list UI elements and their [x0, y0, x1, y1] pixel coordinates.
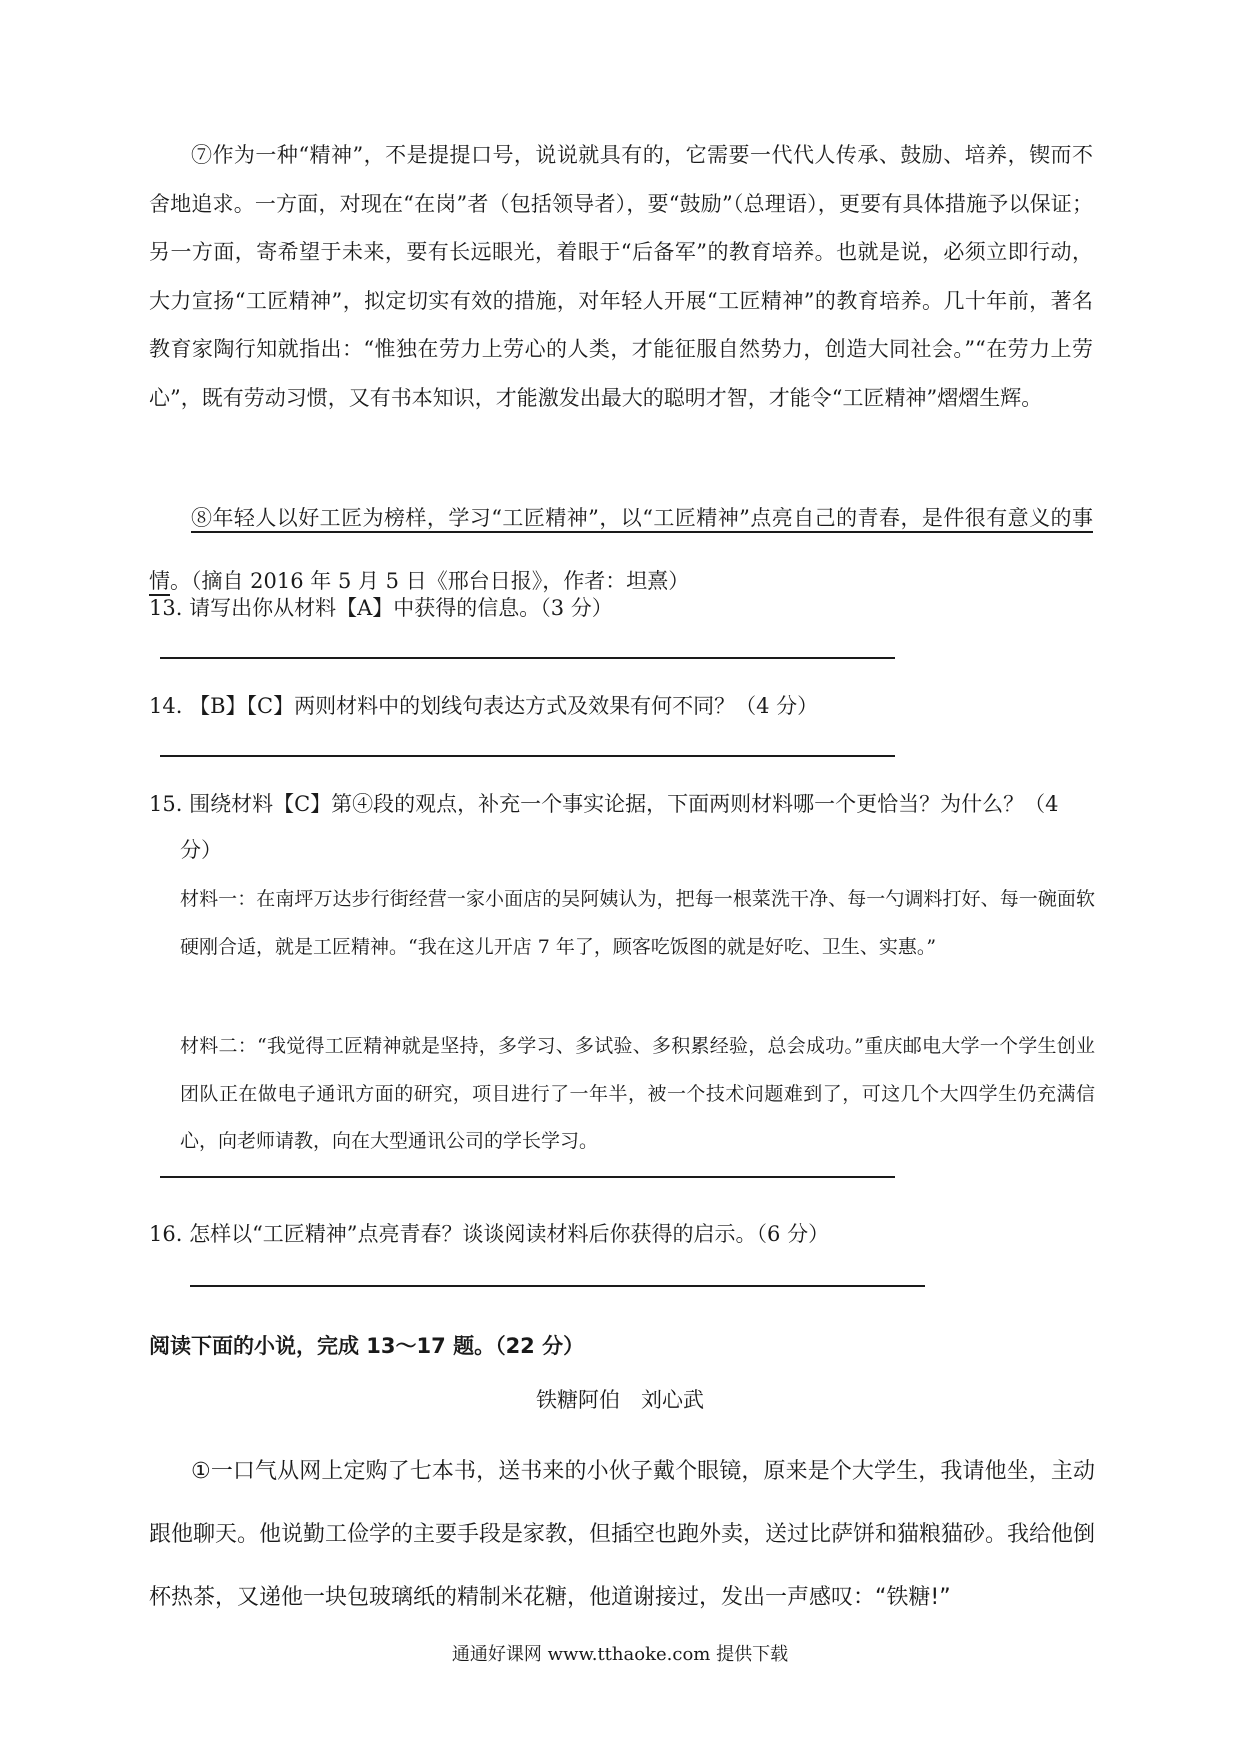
answer-line-15[interactable]	[160, 1176, 895, 1178]
question-15-line1: 15. 围绕材料【C】第④段的观点，补充一个事实论据，下面两则材料哪一个更恰当？为什么？（4	[149, 792, 1059, 816]
question-13: 13. 请写出你从材料【A】中获得的信息。（3 分）	[149, 596, 613, 620]
story-title: 铁糖阿伯 刘心武	[536, 1388, 704, 1412]
answer-line-14[interactable]	[160, 755, 895, 757]
answer-line-13[interactable]	[160, 657, 895, 659]
section-heading: 阅读下面的小说，完成 13～17 题。（22 分）	[149, 1334, 585, 1358]
question-16: 16. 怎样以“工匠精神”点亮青春？谈谈阅读材料后你获得的启示。（6 分）	[149, 1222, 830, 1246]
paragraph-7: ⑦作为一种“精神”，不是提提口号，说说就具有的，它需要一代代人传承、鼓励、培养，锲而不舍地追求。一方面，对现在“在岗”者（包括领导者），要“鼓励”（总理语），更要有具体措施予以保证；另一方面，寄希望于未来，要有长远眼光，着眼于“后备军”的教育培养。也就是说，必须立即行动，大力宣扬“工匠精神”，拟定切实有效的措施，对年轻人开展“工匠精神”的教育培养。几十年前，著名教育家陶行知就指出：“惟独在劳力上劳心的人类，才能征服自然势力，创造大同社会。”“在劳力上劳心”，既有劳动习惯，又有书本知识，才能激发出最大的聪明才智，才能令“工匠精神”熠熠生辉。	[149, 143, 1093, 410]
question-14: 14. 【B】【C】两则材料中的划线句表达方式及效果有何不同？（4 分）	[149, 694, 819, 718]
page-footer: 通通好课网 www.tthaoke.com 提供下载	[451, 1644, 789, 1665]
source-citation: 。（摘自 2016 年 5 月 5 日《邢台日报》，作者：坦熹）	[170, 569, 690, 593]
question-15-line2: 分）	[180, 838, 222, 862]
answer-line-16[interactable]	[190, 1285, 925, 1287]
material-one: 材料一：在南坪万达步行街经营一家小面店的吴阿姨认为，把每一根菜洗干净、每一勺调料打好、每一碗面软硬刚合适，就是工匠精神。“我在这儿开店 7 年了，顾客吃饭图的就是好吃、卫生、实惠。”	[180, 888, 1095, 958]
story-paragraph-1: ①一口气从网上定购了七本书，送书来的小伙子戴个眼镜，原来是个大学生，我请他坐，主动跟他聊天。他说勤工俭学的主要手段是家教，但插空也跑外卖，送过比萨饼和猫粮猫砂。我给他倒杯热茶，又递他一块包玻璃纸的精制米花糖，他道谢接过，发出一声感叹：“铁糖!”	[149, 1459, 1096, 1610]
underlined-sentence: ⑧年轻人以好工匠为榜样，学习“工匠精神”，以“工匠精神”点亮自己的青春，是件很有意义的事情	[149, 506, 1093, 593]
material-two: 材料二：“我觉得工匠精神就是坚持，多学习、多试验、多积累经验，总会成功。”重庆邮电大学一个学生创业团队正在做电子通讯方面的研究，项目进行了一年半，被一个技术问题难到了，可这几个大四学生仍充满信心，向老师请教，向在大型通讯公司的学长学习。	[180, 1035, 1095, 1152]
